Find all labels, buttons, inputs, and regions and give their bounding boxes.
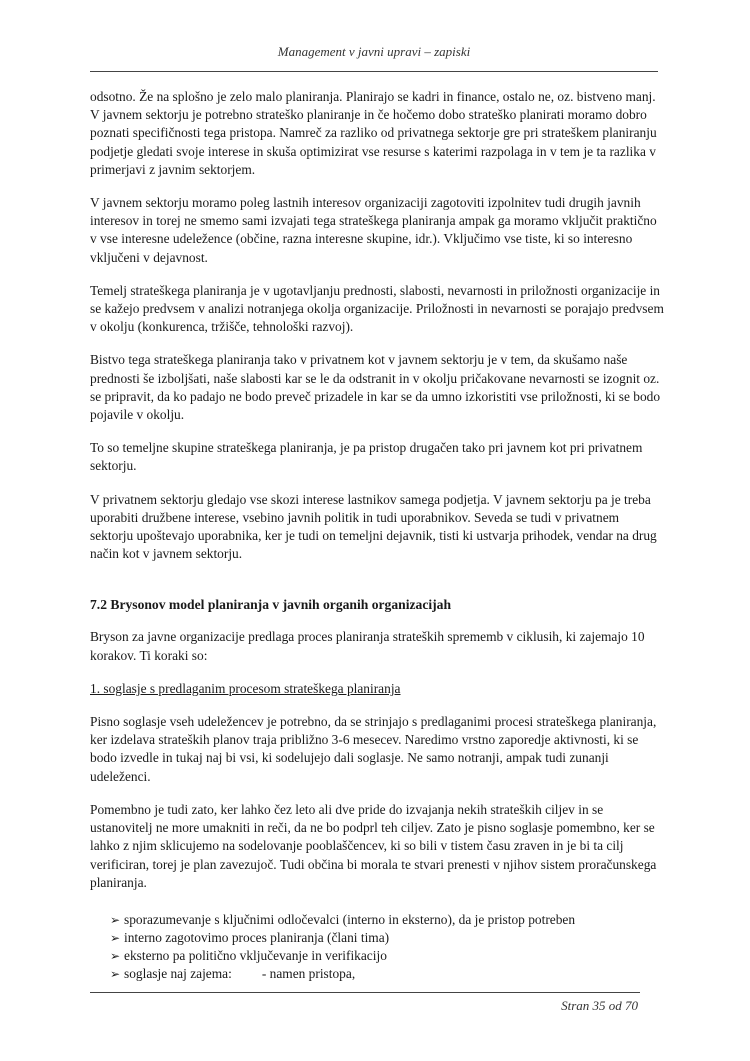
bullet-list	[90, 911, 665, 983]
list-item	[110, 965, 665, 983]
list-item	[110, 947, 665, 965]
body-paragraph: To so temeljne skupine strateškega planiranja, je pa pristop drugačen tako pri javnem kot pri privatnem sektorju.	[90, 440, 643, 474]
page-number: Stran 35 od 70	[561, 998, 638, 1013]
section-paragraph: Pisno soglasje vseh udeležencev je potrebno, da se strinjajo s predlaganimi procesi strateškega planiranja, ker izdelava strateških planov traja približno 3-6 mesecev. Naredimo vrstno zaporedje aktivnosti, ki se bodo izvedle in tukaj naj bi vsi, ki sodelujejo dali soglasje. Ne samo notranji, ampak tudi zunanji udeleženci.	[90, 714, 657, 784]
arrow-bullet-icon: ➢	[110, 948, 121, 963]
list-item-value: - namen pristopa,	[261, 965, 356, 981]
arrow-bullet-icon: ➢	[110, 966, 121, 981]
section-intro: Bryson za javne organizacije predlaga proces planiranja strateških sprememb v ciklusih, ki zajemajo 10 korakov. Ti koraki so:	[90, 629, 645, 663]
list-item-label: soglasje naj zajema:	[124, 965, 232, 981]
list-item-text: eksterno pa politično vključevanje in verifikacijo	[124, 947, 387, 963]
section-paragraph: Pomembno je tudi zato, ker lahko čez leto ali dve pride do izvajanja nekih strateških ciljev in se ustanovitelj ne more umakniti in reči, da ne bo podprl teh ciljev. Zato je pisno soglasje pomembno, ker se lahko z njim sklicujemo na sodelovanje pooblaščencev, ki so bili v tistem času zraven in je bi ta cilj verificiran, torej je plan zavezujoč. Tudi občina bi morala te stvari prenesti v njihov sistem proračunskega planiranja.	[90, 801, 657, 890]
body-paragraph: Temelj strateškega planiranja je v ugotavljanju prednosti, slabosti, nevarnosti in priložnosti organizacije in se kažejo predvsem v analizi notranjega okolja organizacije. Priložnosti in nevarnosti se porajajo predvsem v okolju (konkurenca, tržišče, tehnološki razvoj).	[90, 282, 664, 335]
body-paragraph: Bistvo tega strateškega planiranja tako v privatnem kot v javnem sektorju je v tem, da skušamo naše prednosti še izboljšati, naše slabosti kar se le da odstranit in v okolju pričakovane nevarnosti se izognit oz. se pripravit, da ko padajo ne bodo preveč prizadele in kar se da umno izkoristiti vse priložnosti, ki se bodo pojavile v okolju.	[90, 352, 661, 423]
page-body	[90, 88, 665, 983]
header-divider	[90, 71, 658, 72]
arrow-bullet-icon: ➢	[110, 912, 121, 927]
list-item-text: interno zagotovimo proces planiranja (člani tima)	[124, 929, 390, 945]
body-paragraph: V privatnem sektorju gledajo vse skozi interese lastnikov samega podjetja. V javnem sektorju pa je treba uporabiti družbene interese, vsebino javnih politik in tudi uporabnikov. Seveda se tudi v privatnem sektorju upoštevajo uporabnika, ker je tudi on temeljni dejavnik, tisti ki ustvarja prihodek, vendar na drug način kot v javnem sektorju.	[90, 491, 657, 562]
body-paragraph: V javnem sektorju moramo poleg lastnih interesov organizaciji zagotoviti izpolnitev tudi drugih javnih interesov in torej ne smemo sami izvajati tega strateškega planiranja ampak ga moramo vključit praktično v vse interesne udeležence (občine, razna interesne skupine, idr.). Vključimo vse tiste, ki so interesno vključeni v dejavnost.	[90, 195, 657, 265]
list-item	[110, 929, 665, 947]
list-item	[110, 911, 665, 929]
page-header-title: Management v javni upravi – zapiski	[277, 44, 471, 59]
section-heading: 7.2 Brysonov model planiranja v javnih organih organizacijah	[90, 597, 452, 613]
footer-divider	[90, 992, 640, 993]
arrow-bullet-icon: ➢	[110, 930, 121, 945]
step-heading: 1. soglasje s predlaganim procesom strateškega planiranja	[90, 680, 401, 696]
body-paragraph: odsotno. Že na splošno je zelo malo planiranja. Planirajo se kadri in finance, ostalo ne, oz. bistveno manj. V javnem sektorju je potrebno strateško planiranje in če hočemo dobo strateško planirati moramo dobro poznati specifičnosti tega pristopa. Namreč za razliko od privatnega sektorje gre pri strateškem planiranju podjetje gledati svoje interese in skuša optimizirat vse resurse s katerimi razpolaga in v tem je ta razlika v primerjavi z javnim sektorjem.	[90, 89, 657, 177]
list-item-text: sporazumevanje s ključnimi odločevalci (interno in eksterno), da je pristop potreben	[124, 911, 576, 927]
